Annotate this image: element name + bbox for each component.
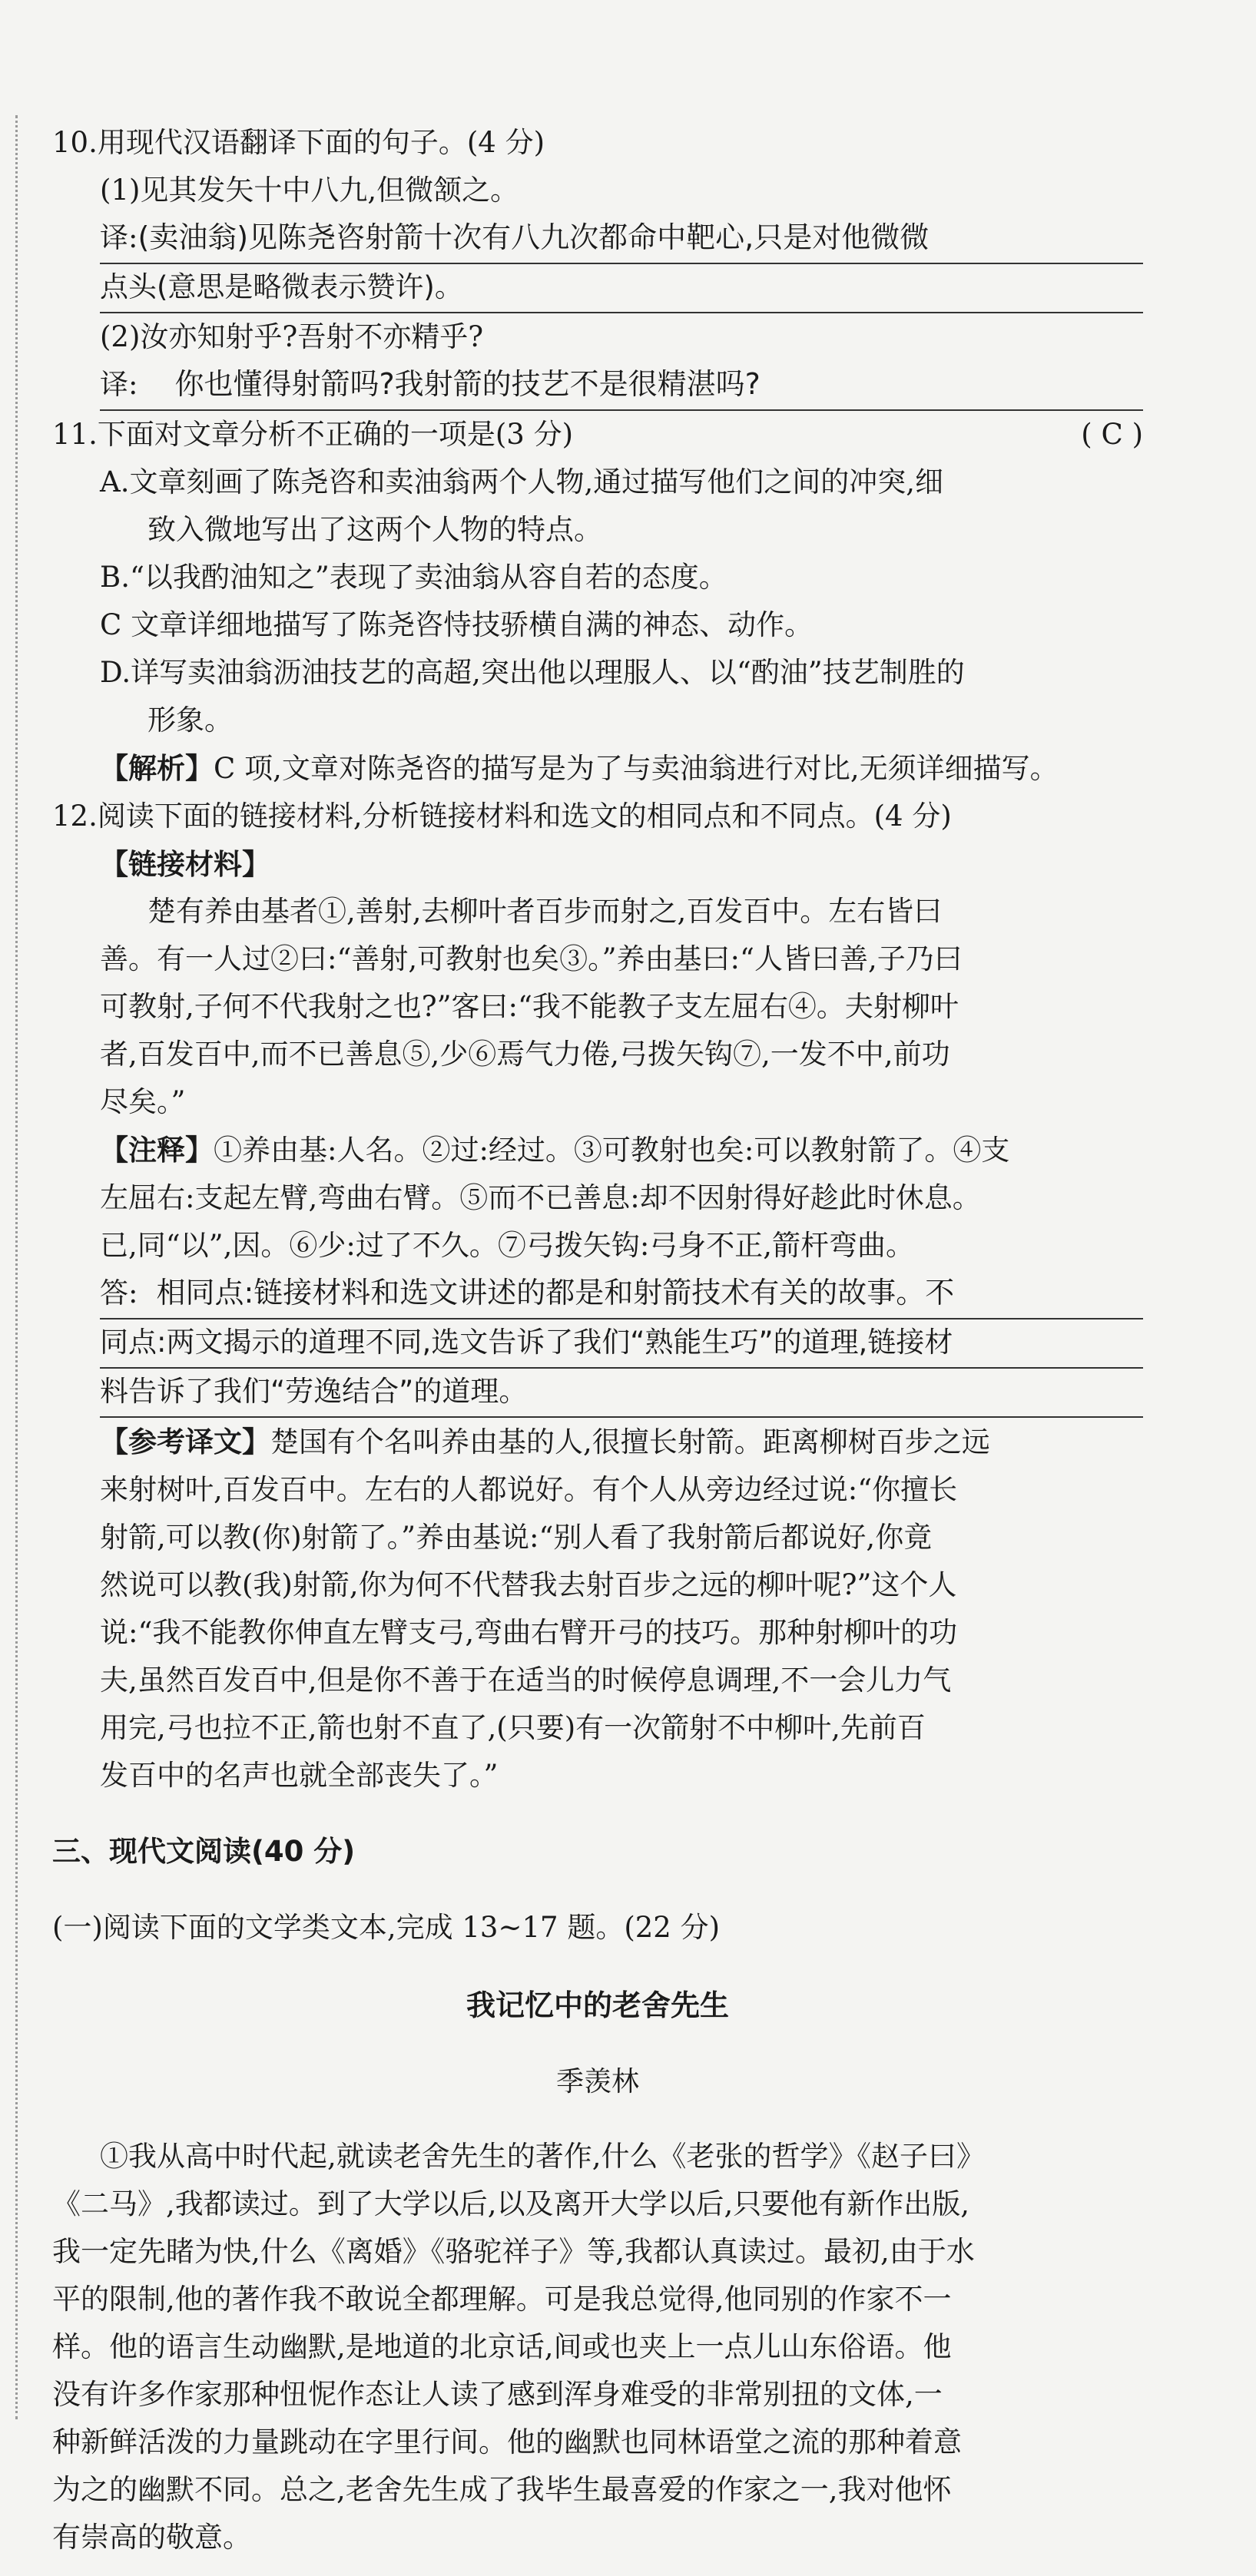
q12-answer-text-1: 相同点:链接材料和选文讲述的都是和射箭技术有关的故事。不 — [156, 1276, 955, 1310]
translation-line-3: 射箭,可以教(你)射箭了。”养由基说:“别人看了我射箭后都说好,你竟 — [100, 1521, 933, 1554]
material-line-4: 者,百发百中,而不已善息⑤,少⑥焉气力倦,弓拨矢钩⑦,一发不中,前功 — [100, 1038, 950, 1071]
content — [52, 119, 1143, 2561]
binding-margin-line — [15, 115, 18, 2419]
material-line-5: 尽矣。” — [100, 1085, 186, 1118]
translation-line-1 — [52, 1418, 1143, 1466]
q12-answer-text-2: 同点:两文揭示的道理不同,选文告诉了我们“熟能生巧”的道理,链接材 — [100, 1319, 1143, 1369]
q10-answer-1-text-1: (卖油翁)见陈尧咨射箭十次有八九次都命中靶心,只是对他微微 — [138, 220, 930, 254]
section-heading: 三、现代文阅读(40 分) — [52, 1835, 356, 1868]
note-line-3: 已,同“以”,因。⑥少:过了不久。⑦弓拨矢钩:弓身不正,箭杆弯曲。 — [100, 1229, 915, 1262]
translation-line-7: 用完,弓也拉不正,箭也射不直了,(只要)有一次箭射不中柳叶,先前百 — [100, 1711, 926, 1744]
q10-stem: 10.用现代汉语翻译下面的句子。(4 分) — [52, 126, 545, 159]
q11-stem-text: 11.下面对文章分析不正确的一项是(3 分) — [52, 418, 574, 451]
q11-stem — [52, 411, 1143, 459]
q10-answer-2-text: 你也懂得射箭吗?我射箭的技艺不是很精湛吗? — [174, 367, 761, 401]
material-tag: 【链接材料】 — [100, 847, 270, 881]
translation-line-4: 然说可以教(我)射箭,你为何不代替我去射百步之远的柳叶呢?”这个人 — [100, 1568, 957, 1601]
material-line-2: 善。有一人过②曰:“善射,可教射也矣③。”养由基曰:“人皆曰善,子乃曰 — [100, 942, 963, 975]
q12-stem: 12.阅读下面的链接材料,分析链接材料和选文的相同点和不同点。(4 分) — [52, 800, 952, 833]
material-line-3: 可教射,子何不代我射之也?”客曰:“我不能教子支左屈右④。夫射柳叶 — [100, 990, 959, 1023]
article-author: 季羡林 — [555, 2066, 639, 2098]
q11-analysis — [52, 744, 1143, 793]
translation-label: 译: — [100, 221, 138, 254]
q10-answer-2 — [52, 361, 1143, 411]
q10-sentence-1: (1)见其发矢十中八九,但微颔之。 — [100, 174, 519, 207]
q11-option-a-2: 致入微地写出了这两个人物的特点。 — [147, 513, 602, 546]
article-line-3: 我一定先睹为快,什么《离婚》《骆驼祥子》等,我都认真读过。最初,由于水 — [52, 2235, 975, 2268]
note-line-1 — [52, 1126, 1143, 1174]
q11-answer-choice: ( C ) — [1081, 418, 1143, 451]
translation-line-8: 发百中的名声也就全部丧失了。” — [100, 1759, 499, 1792]
q10-answer-1-line-1 — [100, 214, 1143, 264]
section-subheading: (一)阅读下面的文学类文本,完成 13~17 题。(22 分) — [52, 1911, 721, 1944]
q10-answer-1 — [52, 214, 1143, 313]
translation-text-1: 楚国有个名叫养由基的人,很擅长射箭。距离柳树百步之远 — [270, 1425, 990, 1459]
q12-answer-text-3: 料告诉了我们“劳逸结合”的道理。 — [100, 1369, 1143, 1418]
material-line-1: 楚有养由基者①,善射,去柳叶者百步而射之,百发百中。左右皆曰 — [147, 895, 943, 928]
article-line-7: 种新鲜活泼的力量跳动在字里行间。他的幽默也同林语堂之流的那种着意 — [52, 2425, 962, 2458]
q12-answer — [52, 1270, 1143, 1418]
q11-option-d-2: 形象。 — [147, 704, 233, 737]
note-line-2: 左屈右:支起左臂,弯曲右臂。⑤而不已善息:却不因射得好趁此时休息。 — [100, 1181, 981, 1214]
note-text-1: ①养由基:人名。②过:经过。③可教射也矣:可以教射箭了。④支 — [214, 1134, 1010, 1167]
article-title: 我记忆中的老舍先生 — [466, 1988, 729, 2022]
article-line-5: 样。他的语言生动幽默,是地道的北京话,间或也夹上一点儿山东俗语。他 — [52, 2330, 952, 2363]
q10-sentence-2: (2)汝亦知射乎?吾射不亦精乎? — [100, 320, 484, 353]
q11-option-a-1: A.文章刻画了陈尧咨和卖油翁两个人物,通过描写他们之间的冲突,细 — [100, 465, 944, 498]
note-tag: 【注释】 — [100, 1133, 214, 1167]
article-line-8: 为之的幽默不同。总之,老舍先生成了我毕生最喜爱的作家之一,我对他怀 — [52, 2473, 952, 2506]
article-line-2: 《二马》,我都读过。到了大学以后,以及离开大学以后,只要他有新作出版, — [52, 2187, 970, 2220]
article-line-6: 没有许多作家那种忸怩作态让人读了感到浑身难受的非常别扭的文体,一 — [52, 2378, 943, 2411]
answer-label: 答: — [100, 1276, 138, 1310]
q10-answer-2-line — [100, 361, 1143, 411]
analysis-text: C 项,文章对陈尧咨的描写是为了与卖油翁进行对比,无须详细描写。 — [214, 752, 1059, 785]
translation-line-6: 夫,虽然百发百中,但是你不善于在适当的时候停息调理,不一会儿力气 — [100, 1664, 952, 1697]
article-line-9: 有崇高的敬意。 — [52, 2521, 251, 2554]
q12-answer-line-1 — [100, 1270, 1143, 1319]
translation-line-2: 来射树叶,百发百中。左右的人都说好。有个人从旁边经过说:“你擅长 — [100, 1473, 958, 1506]
analysis-tag: 【解析】 — [100, 751, 214, 785]
q11-option-c: C 文章详细地描写了陈尧咨恃技骄横自满的神态、动作。 — [100, 608, 814, 641]
translation-label-2: 译: — [100, 368, 138, 401]
q11-option-d-1: D.详写卖油翁沥油技艺的高超,突出他以理服人、以“酌油”技艺制胜的 — [100, 656, 965, 689]
q10-answer-1-text-2: 点头(意思是略微表示赞许)。 — [100, 264, 1143, 313]
translation-line-5: 说:“我不能教你伸直左臂支弓,弯曲右臂开弓的技巧。那种射柳叶的功 — [100, 1616, 958, 1649]
q11-option-b: B.“以我酌油知之”表现了卖油翁从容自若的态度。 — [100, 561, 727, 594]
translation-tag: 【参考译文】 — [100, 1425, 270, 1459]
article-line-4: 平的限制,他的著作我不敢说全都理解。可是我总觉得,他同别的作家不一 — [52, 2283, 952, 2316]
article-line-1: ①我从高中时代起,就读老舍先生的著作,什么《老张的哲学》《赵子曰》 — [100, 2140, 986, 2173]
